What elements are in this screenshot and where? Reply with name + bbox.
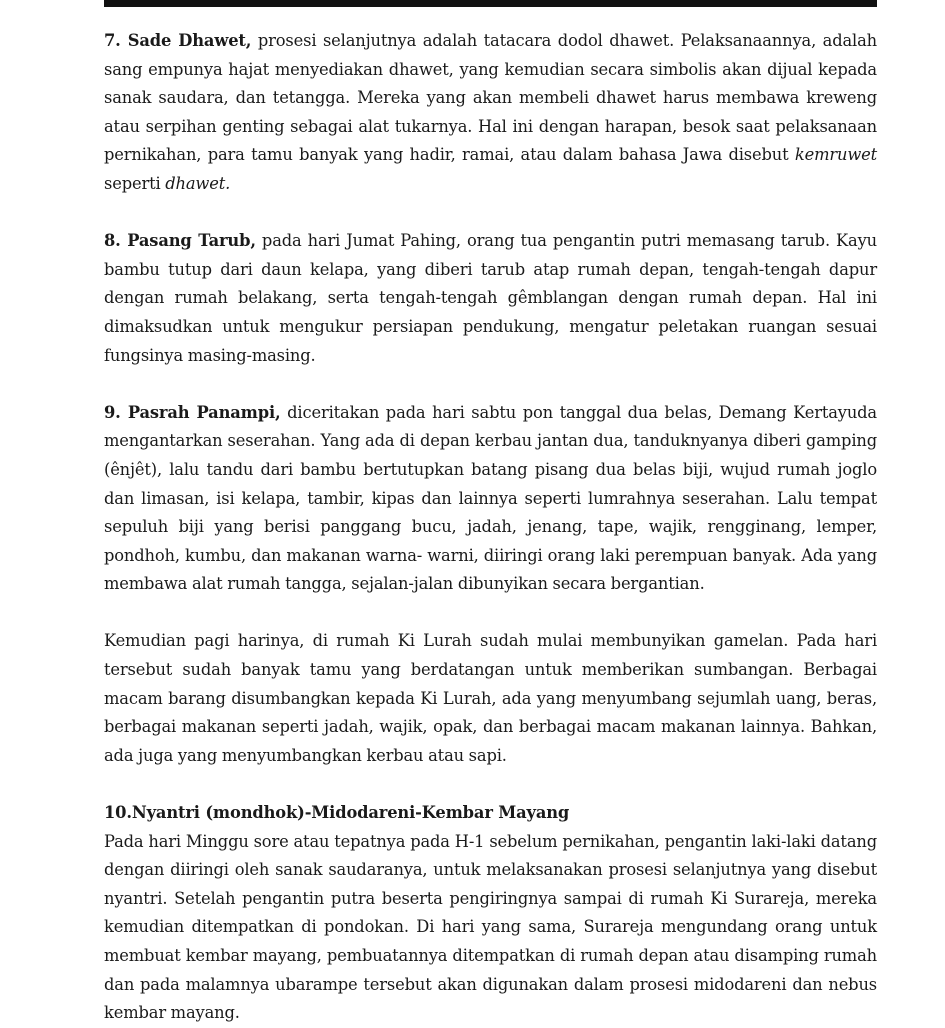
paragraph-nyantri [104,828,877,1028]
paragraph-pasang-tarub [104,227,877,370]
paragraph-text: pada hari Jumat Pahing, orang tua pengantin putri memasang tarub. Kayu bambu tutup dari daun kelapa, yang diberi tarub atap rumah depan, tengah-tengah dapur dengan rumah belakang, serta tengah-tengah gêmblangan dengan rumah depan. Hal ini dimaksudkan untuk mengukur persiapan pendukung, mengatur peletakan ruangan sesuai fungsinya masing-masing. [104,231,877,365]
paragraph-sade-dhawet [104,27,877,199]
article-body [104,27,877,1028]
section-heading: 7. Sade Dhawet, [104,31,252,50]
paragraph-pasrah-panampi [104,399,877,599]
italic-term: dhawet. [165,173,231,193]
top-divider [104,0,877,7]
paragraph-text: Pada hari Minggu sore atau tepatnya pada H-1 sebelum pernikahan, pengantin laki-laki datang dengan diiringi oleh sanak saudaranya, untuk melaksanakan prosesi selanjutnya yang disebut nyantri. Setelah pengantin putra beserta pengiringnya sampai di rumah Ki Surareja, mereka kemudian ditempatkan di pondokan. Di hari yang sama, Surareja mengundang orang untuk membuat kembar mayang, pembuatannya ditempatkan di rumah depan atau disamping rumah dan pada malamnya ubarampe tersebut akan digunakan dalam prosesi midodareni dan nebus kembar mayang. [104,831,877,1023]
section-heading: 9. Pasrah Panampi, [104,402,281,422]
section-heading: 8. Pasang Tarub, [104,231,256,251]
paragraph-gap [104,199,877,228]
paragraph-text: Kemudian pagi harinya, di rumah Ki Lurah sudah mulai membunyikan gamelan. Pada hari tersebut sudah banyak tamu yang berdatangan untuk memberikan sumbangan. Berbagai macam barang disumbangkan kepada Ki Lurah, ada yang menyumbang sejumlah uang, beras, berbagai makanan seperti jadah, wajik, opak, dan berbagai macam makanan lainnya. Bahkan, ada juga yang menyumbangkan kerbau atau sapi. [104,631,877,765]
italic-term: kemruwet [794,145,877,165]
paragraph-gap [104,370,877,399]
paragraph-gap [104,770,877,799]
paragraph-gap [104,599,877,628]
paragraph-kemudian [104,627,877,770]
paragraph-text: prosesi selanjutnya adalah tatacara dodol dhawet. Pelaksanaannya, adalah sang empunya hajat menyediakan dhawet, yang kemudian secara simbolis akan dijual kepada sanak saudara, dan tetangga. Mereka yang akan membeli dhawet harus membawa kreweng atau serpihan genting sebagai alat tukarnya. Hal ini dengan harapan, besok saat pelaksanaan pernikahan, para tamu banyak yang hadir, ramai, atau dalam bahasa Jawa disebut [104,31,878,165]
paragraph-text: diceritakan pada hari sabtu pon tanggal dua belas, Demang Kertayuda mengantarkan seserahan. Yang ada di depan kerbau jantan dua, tanduknyanya diberi gamping (ênjêt), lalu tandu dari bambu bertutupkan batang pisang dua belas biji, wujud rumah joglo dan limasan, isi kelapa, tambir, kipas dan lainnya seperti lumrahnya seserahan. Lalu tempat sepuluh biji yang berisi panggang bucu, jadah, jenang, tape, wajik, rengginang, lemper, pondhoh, kumbu, dan makanan warna- warni, diiringi orang laki perempuan banyak. Ada yang membawa alat rumah tangga, sejalan-jalan dibunyikan secara bergantian. [104,402,877,594]
paragraph-text: seperti [104,173,166,193]
section-heading-nyantri: 10.Nyantri (mondhok)-Midodareni-Kembar Mayang [104,803,570,823]
